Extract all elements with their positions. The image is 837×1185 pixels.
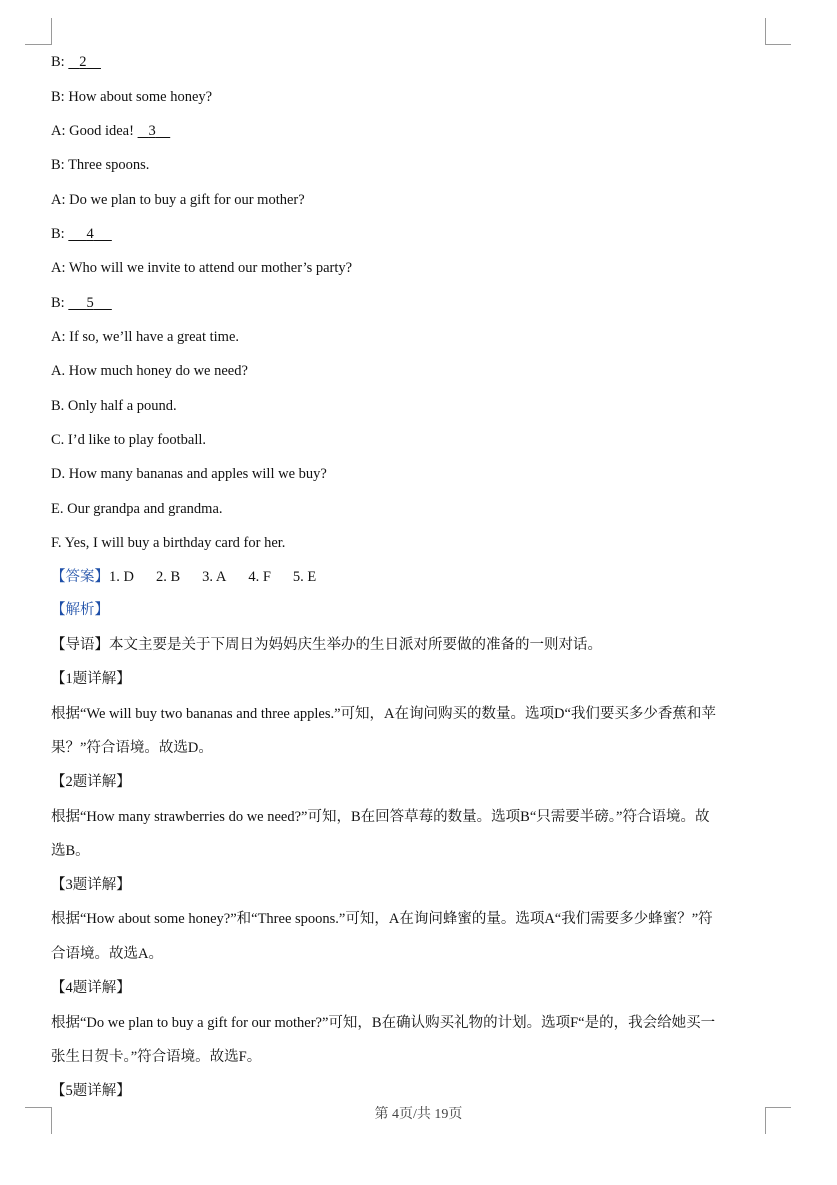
guide-text: 本文主要是关于下周日为妈妈庆生举办的生日派对所要做的准备的一则对话。 xyxy=(109,637,602,653)
answer-blank: 2 xyxy=(79,54,87,70)
answer-blank: 3 xyxy=(148,123,156,139)
analysis-label: 【解析】 xyxy=(51,602,109,618)
detail-text: 根据“How about some honey?”和“Three spoons.”可知，A在询问蜂蜜的量。选项A“我们需要多少蜂蜜？”符 xyxy=(51,911,713,927)
crop-mark-top-left-h xyxy=(25,44,51,45)
crop-mark-top-right-v xyxy=(765,18,766,45)
detail-text: 张生日贺卡。”符合语境。故选F。 xyxy=(51,1049,262,1065)
answer-blank: 5 xyxy=(86,295,94,311)
detail-heading: 【1题详解】 xyxy=(51,671,131,687)
dialogue-line: A: If so, we’ll have a great time. xyxy=(51,329,240,345)
detail-heading: 【3题详解】 xyxy=(51,877,131,893)
answer-blank: 4 xyxy=(86,226,94,242)
detail-text: 果？”符合语境。故选D。 xyxy=(51,740,213,756)
answer-item: 5. E xyxy=(292,569,317,585)
dialogue-line: B: 5 xyxy=(51,293,765,313)
answer-label: 【答案】 xyxy=(51,569,109,585)
detail-text: 合语境。故选A。 xyxy=(51,946,163,962)
option-d: D. How many bananas and apples will we buy? xyxy=(51,466,327,482)
option-b: B. Only half a pound. xyxy=(51,398,177,414)
dialogue-line: A: Good idea! 3 xyxy=(51,121,765,141)
detail-text: 根据“How many strawberries do we need?”可知，B在回答草莓的数量。选项B“只需要半磅。”符合语境。故 xyxy=(51,809,710,825)
option-a: A. How much honey do we need? xyxy=(51,363,248,379)
dialogue-line: B: 4 xyxy=(51,224,765,244)
dialogue-line: B: Three spoons. xyxy=(51,157,150,173)
dialogue-line: B: 2 xyxy=(51,52,765,72)
guide-label: 【导语】 xyxy=(51,637,109,653)
dialogue-line: A: Who will we invite to attend our mother’s party? xyxy=(51,260,353,276)
answer-item: 2. B xyxy=(155,569,181,585)
option-e: E. Our grandpa and grandma. xyxy=(51,501,223,517)
dialogue-line: A: Do we plan to buy a gift for our mother? xyxy=(51,192,305,208)
answer-item: 3. A xyxy=(202,569,227,585)
answer-item: 1. D xyxy=(109,569,134,585)
answer-line xyxy=(51,567,765,587)
crop-mark-top-left-v xyxy=(51,18,52,45)
guide-line xyxy=(51,635,765,655)
detail-heading: 【2题详解】 xyxy=(51,774,131,790)
option-c: C. I’d like to play football. xyxy=(51,432,207,448)
answer-item: 4. F xyxy=(248,569,271,585)
dialogue-line: B: How about some honey? xyxy=(51,89,213,105)
option-f: F. Yes, I will buy a birthday card for her. xyxy=(51,535,286,551)
detail-text: 选B。 xyxy=(51,843,90,859)
detail-text: 根据“We will buy two bananas and three apples.”可知，A在询问购买的数量。选项D“我们要买多少香蕉和苹 xyxy=(51,706,716,722)
page-footer: 第 4页/共 19页 xyxy=(374,1107,463,1122)
detail-text: 根据“Do we plan to buy a gift for our mother?”可知，B在确认购买礼物的计划。选项F“是的，我会给她买一 xyxy=(51,1015,716,1031)
detail-heading: 【5题详解】 xyxy=(51,1083,131,1099)
crop-mark-top-right-h xyxy=(765,44,791,45)
detail-heading: 【4题详解】 xyxy=(51,980,131,996)
